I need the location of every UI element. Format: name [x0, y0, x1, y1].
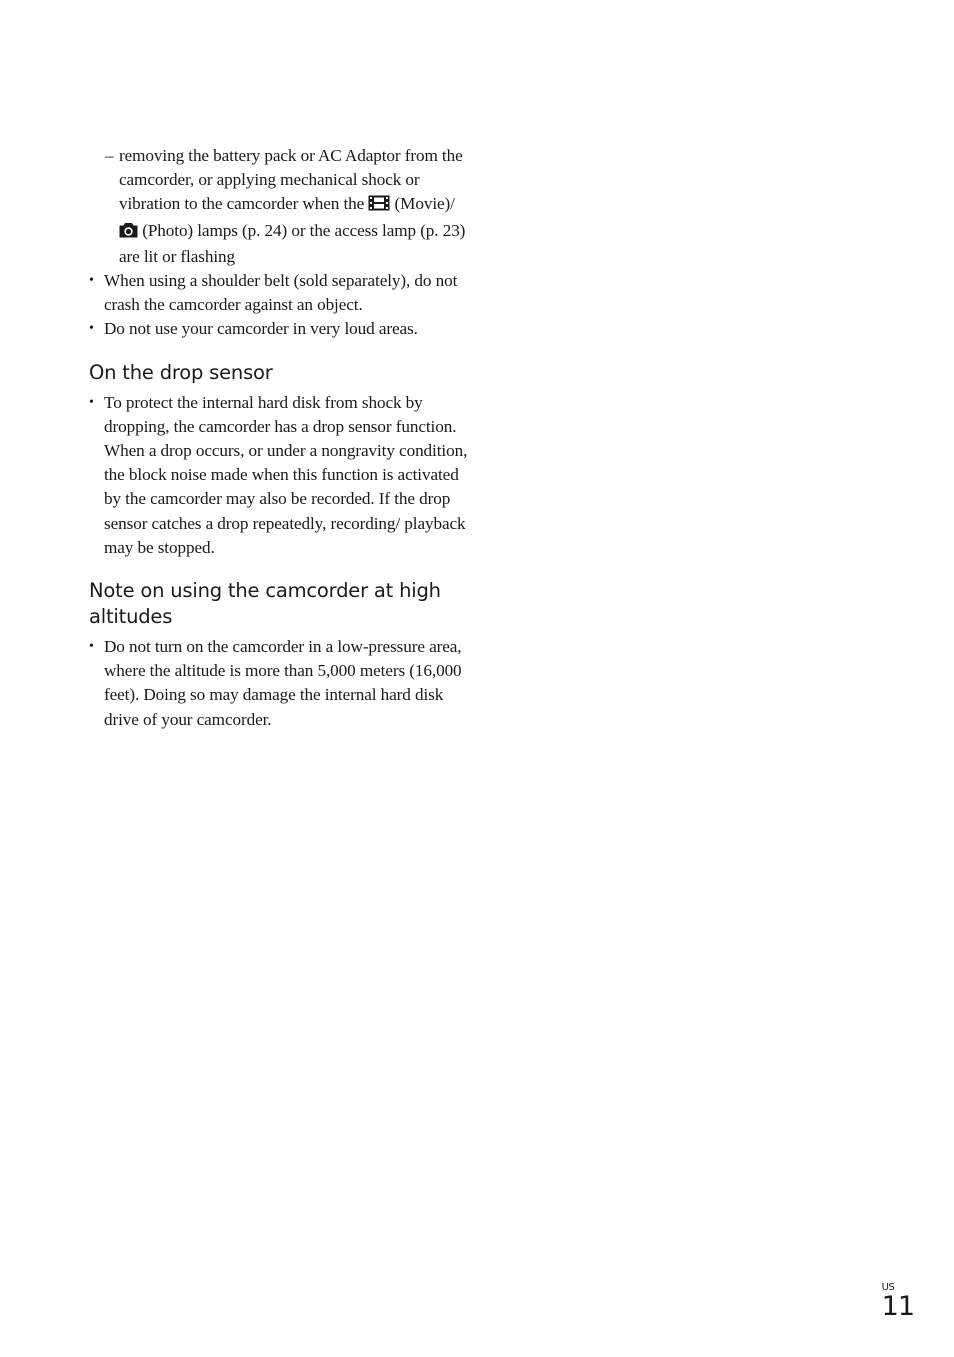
list-item-text: When using a shoulder belt (sold separately), do not crash the camcorder against an object. — [104, 271, 458, 315]
photo-label: (Photo) lamps (p. 24) or the access lamp (p. 23) are lit or flashing — [119, 220, 466, 266]
bullet-marker: • — [89, 321, 94, 337]
list-item-text: Do not turn on the camcorder in a low-pressure area, where the altitude is more than 5,000 meters (16,000 feet). Doing so may damage the internal hard disk drive of your camcorder. — [104, 637, 462, 729]
list-item-text: Do not use your camcorder in very loud areas. — [104, 319, 418, 339]
dash-marker: – — [105, 146, 114, 165]
section-heading-altitudes: Note on using the camcorder at high altitudes — [89, 579, 441, 629]
movie-label: (Movie)/ — [390, 194, 455, 214]
continuation-text: removing the battery pack or AC Adaptor from the camcorder, or applying mechanical shock or vibration to the camcorder when the — [119, 146, 463, 214]
list-item — [89, 317, 469, 341]
list-item — [89, 391, 469, 560]
movie-icon — [368, 194, 390, 218]
bullet-marker: • — [89, 639, 94, 655]
section-heading-drop-sensor: On the drop sensor — [89, 360, 273, 384]
list-item — [89, 269, 469, 317]
page-content — [89, 144, 469, 732]
continuation-item — [89, 144, 469, 269]
region-code: US — [881, 1282, 895, 1293]
page-number: 11 — [881, 1291, 914, 1322]
bullet-marker: • — [89, 394, 94, 410]
page-footer — [882, 1282, 914, 1321]
bullet-marker: • — [89, 273, 94, 289]
camera-icon — [119, 221, 138, 245]
list-item-text: To protect the internal hard disk from shock by dropping, the camcorder has a drop sensor function. When a drop occurs, or under a nongravity condition, the block noise made when this function is activated by the camcorder may also be recorded. If the drop sensor catches a drop repeatedly, recording/ playback may be stopped. — [104, 392, 468, 557]
list-item — [89, 635, 469, 732]
